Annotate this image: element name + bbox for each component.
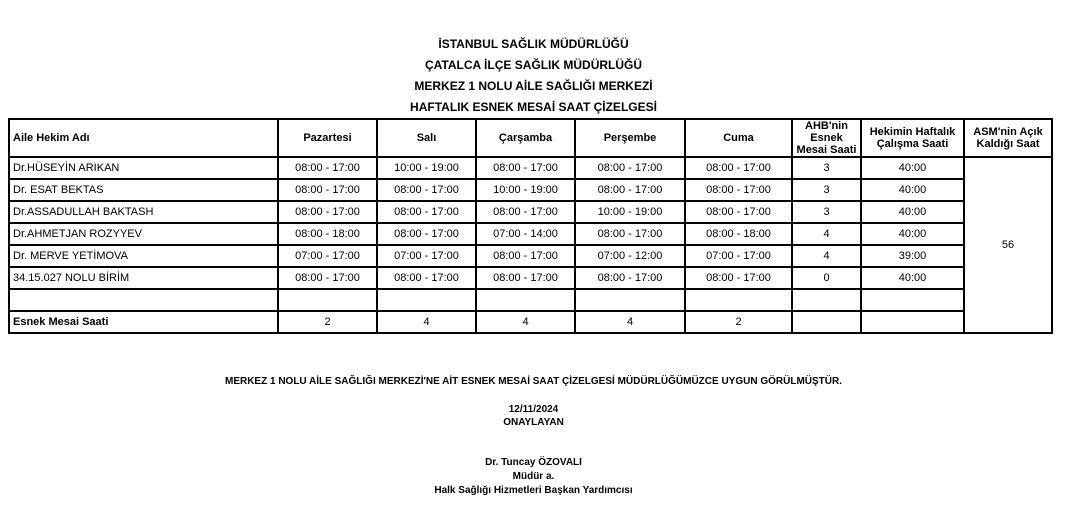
header-flex-hours: AHB'nin Esnek Mesai Saati — [792, 119, 861, 157]
table-row — [9, 223, 1052, 245]
flex-hours: 3 — [792, 157, 861, 179]
friday-hours: 08:00 - 17:00 — [685, 157, 792, 179]
empty-cell — [278, 289, 377, 311]
wednesday-total: 4 — [476, 311, 575, 333]
flex-hours: 0 — [792, 267, 861, 289]
title-schedule: HAFTALIK ESNEK MESAİ SAAT ÇİZELGESİ — [410, 100, 657, 114]
signatory-name: Dr. Tuncay ÖZOVALI — [485, 457, 582, 468]
physician-name: Dr. MERVE YETİMOVA — [9, 245, 278, 267]
empty-cell — [792, 311, 861, 333]
empty-cell — [685, 289, 792, 311]
header-tuesday: Salı — [377, 119, 476, 157]
tuesday-hours: 08:00 - 17:00 — [377, 179, 476, 201]
header-friday: Cuma — [685, 119, 792, 157]
friday-hours: 08:00 - 17:00 — [685, 201, 792, 223]
table-row — [9, 201, 1052, 223]
table-row — [9, 179, 1052, 201]
wednesday-hours: 07:00 - 14:00 — [476, 223, 575, 245]
physician-name: Dr.HÜSEYİN ARIKAN — [9, 157, 278, 179]
monday-hours: 08:00 - 17:00 — [278, 267, 377, 289]
weekly-hours: 40:00 — [861, 267, 964, 289]
table-row — [9, 157, 1052, 179]
weekly-hours: 40:00 — [861, 201, 964, 223]
flex-hours: 4 — [792, 223, 861, 245]
wednesday-hours: 08:00 - 17:00 — [476, 245, 575, 267]
table-row — [9, 245, 1052, 267]
wednesday-hours: 08:00 - 17:00 — [476, 157, 575, 179]
weekly-hours: 40:00 — [861, 223, 964, 245]
approval-statement: MERKEZ 1 NOLU AİLE SAĞLIĞI MERKEZİ'NE AİT ESNEK MESAİ SAAT ÇİZELGESİ MÜDÜRLÜĞÜMÜZCE UYGUN GÖRÜLMÜŞTÜR. — [224, 376, 843, 387]
friday-hours: 08:00 - 18:00 — [685, 223, 792, 245]
tuesday-total: 4 — [377, 311, 476, 333]
empty-cell — [861, 289, 964, 311]
friday-hours: 08:00 - 17:00 — [685, 179, 792, 201]
thursday-hours: 07:00 - 12:00 — [575, 245, 685, 267]
friday-total: 2 — [685, 311, 792, 333]
weekly-hours: 39:00 — [861, 245, 964, 267]
signatory-role: Müdür a. — [512, 471, 555, 482]
header-monday: Pazartesi — [278, 119, 377, 157]
header-wednesday: Çarşamba — [476, 119, 575, 157]
header-thursday: Perşembe — [575, 119, 685, 157]
friday-hours: 08:00 - 17:00 — [685, 267, 792, 289]
total-label: Esnek Mesai Saati — [9, 311, 278, 333]
table-row — [9, 267, 1052, 289]
tuesday-hours: 08:00 - 17:00 — [377, 201, 476, 223]
approval-date: 12/11/2024 — [508, 404, 559, 415]
flex-hours: 3 — [792, 201, 861, 223]
monday-hours: 08:00 - 17:00 — [278, 179, 377, 201]
thursday-hours: 08:00 - 17:00 — [575, 223, 685, 245]
empty-cell — [575, 289, 685, 311]
physician-name: Dr.ASSADULLAH BAKTASH — [9, 201, 278, 223]
empty-cell — [377, 289, 476, 311]
monday-hours: 08:00 - 17:00 — [278, 157, 377, 179]
thursday-total: 4 — [575, 311, 685, 333]
physician-name: Dr. ESAT BEKTAS — [9, 179, 278, 201]
wednesday-hours: 10:00 - 19:00 — [476, 179, 575, 201]
wednesday-hours: 08:00 - 17:00 — [476, 267, 575, 289]
empty-row — [9, 289, 1052, 311]
title-provincial-directorate: İSTANBUL SAĞLIK MÜDÜRLÜĞÜ — [438, 37, 629, 51]
physician-name: Dr.AHMETJAN ROZYYEV — [9, 223, 278, 245]
thursday-hours: 10:00 - 19:00 — [575, 201, 685, 223]
monday-hours: 08:00 - 18:00 — [278, 223, 377, 245]
empty-cell — [9, 289, 278, 311]
friday-hours: 07:00 - 17:00 — [685, 245, 792, 267]
monday-hours: 08:00 - 17:00 — [278, 201, 377, 223]
empty-cell — [792, 289, 861, 311]
header-asm-open-hours: ASM'nin Açık Kaldığı Saat — [964, 119, 1052, 157]
physician-name: 34.15.027 NOLU BİRİM — [9, 267, 278, 289]
header-row — [9, 119, 1052, 157]
weekly-hours: 40:00 — [861, 157, 964, 179]
schedule-table — [8, 118, 1053, 334]
title-health-center: MERKEZ 1 NOLU AİLE SAĞLIĞI MERKEZİ — [414, 79, 653, 93]
asm-open-hours: 56 — [964, 157, 1052, 333]
tuesday-hours: 08:00 - 17:00 — [377, 223, 476, 245]
tuesday-hours: 07:00 - 17:00 — [377, 245, 476, 267]
approver-label: ONAYLAYAN — [503, 417, 564, 428]
title-district-directorate: ÇATALCA İLÇE SAĞLIK MÜDÜRLÜĞÜ — [424, 58, 643, 72]
header-weekly-hours: Hekimin Haftalık Çalışma Saati — [861, 119, 964, 157]
total-row — [9, 311, 1052, 333]
document-header — [0, 34, 1067, 118]
monday-hours: 07:00 - 17:00 — [278, 245, 377, 267]
empty-cell — [476, 289, 575, 311]
empty-cell — [861, 311, 964, 333]
signatory-title: Halk Sağlığı Hizmetleri Başkan Yardımcısı — [434, 485, 633, 496]
wednesday-hours: 08:00 - 17:00 — [476, 201, 575, 223]
monday-total: 2 — [278, 311, 377, 333]
thursday-hours: 08:00 - 17:00 — [575, 179, 685, 201]
tuesday-hours: 08:00 - 17:00 — [377, 267, 476, 289]
weekly-hours: 40:00 — [861, 179, 964, 201]
thursday-hours: 08:00 - 17:00 — [575, 157, 685, 179]
thursday-hours: 08:00 - 17:00 — [575, 267, 685, 289]
flex-hours: 4 — [792, 245, 861, 267]
flex-hours: 3 — [792, 179, 861, 201]
header-physician-name: Aile Hekim Adı — [9, 119, 278, 157]
tuesday-hours: 10:00 - 19:00 — [377, 157, 476, 179]
